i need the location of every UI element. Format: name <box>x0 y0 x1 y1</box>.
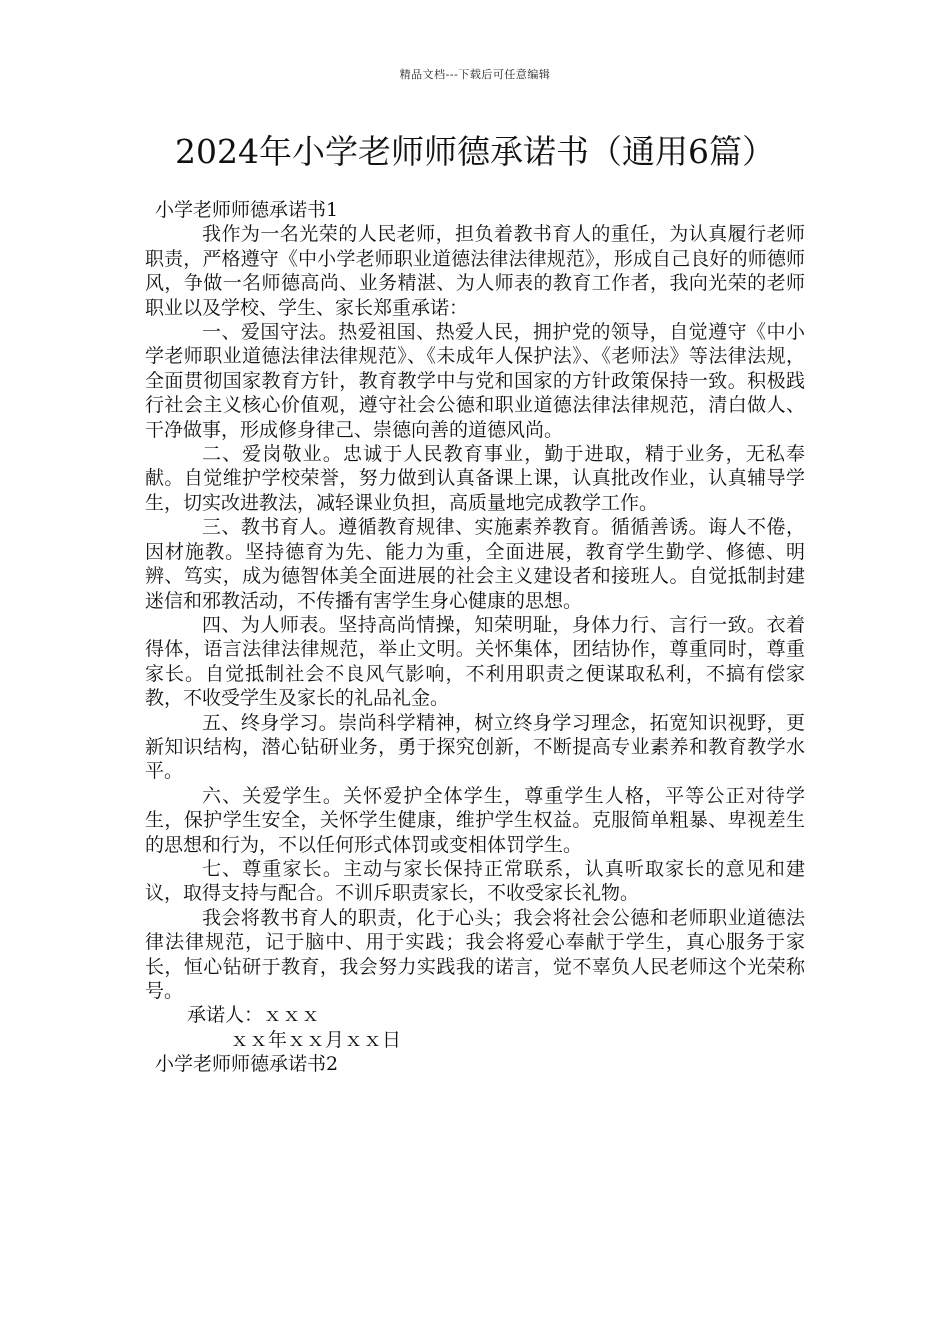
document-title: 2024年小学老师师德承诺书（通用6篇） <box>175 132 775 171</box>
section-heading-2: 小学老师师德承诺书2 <box>155 1053 339 1076</box>
document-body <box>145 198 805 1077</box>
closing-paragraph: 我会将教书育人的职责，化于心头；我会将社会公德和老师职业道德法律法律规范，记于脑中、用于实践；我会将爱心奉献于学生，真心服务于家长，恒心钻研于教育，我会努力实践我的诺言，觉不辜负人民老师这个光荣称号。 <box>145 906 805 1002</box>
date-line: ｘｘ年ｘｘ月ｘｘ日 <box>230 1028 402 1051</box>
signer-line: 承诺人：ｘｘｘ <box>187 1004 321 1027</box>
page-header: 精品文档---下载后可任意编辑 <box>399 68 551 81</box>
pledge-item-2: 二、爱岗敬业。忠诚于人民教育事业，勤于进取，精于业务，无私奉献。自觉维护学校荣誉，努力做到认真备课上课，认真批改作业，认真辅导学生，切实改进教法，减轻课业负担，高质量地完成教学工作。 <box>145 443 805 514</box>
intro-paragraph: 我作为一名光荣的人民老师，担负着教书育人的重任，为认真履行老师职责，严格遵守《中小学老师职业道德法律法律规范》，形成自己良好的师德师风，争做一名师德高尚、业务精湛、为人师表的教育工作者，我向光荣的老师职业以及学校、学生、家长郑重承诺： <box>145 223 805 319</box>
pledge-item-7: 七、尊重家长。主动与家长保持正常联系，认真听取家长的意见和建议，取得支持与配合。不训斥职责家长，不收受家长礼物。 <box>145 857 805 905</box>
pledge-item-1: 一、爱国守法。热爱祖国、热爱人民，拥护党的领导，自觉遵守《中小学老师职业道德法律法律规范》、《未成年人保护法》、《老师法》等法律法规，全面贯彻国家教育方针，教育教学中与党和国家的方针政策保持一致。积极践行社会主义核心价值观，遵守社会公德和职业道德法律法律规范，清白做人、干净做事，形成修身律己、崇德向善的道德风尚。 <box>145 321 805 441</box>
pledge-item-6: 六、关爱学生。关怀爱护全体学生，尊重学生人格，平等公正对待学生，保护学生安全，关怀学生健康，维护学生权益。克服简单粗暴、卑视差生的思想和行为，不以任何形式体罚或变相体罚学生。 <box>145 784 805 856</box>
pledge-item-4: 四、为人师表。坚持高尚情操，知荣明耻，身体力行、言行一致。衣着得体，语言法律法律规范，举止文明。关怀集体，团结协作，尊重同时，尊重家长。自觉抵制社会不良风气影响，不利用职责之便谋取私利，不搞有偿家教，不收受学生及家长的礼品礼金。 <box>145 613 805 710</box>
section-heading-1: 小学老师师德承诺书1 <box>155 199 339 221</box>
pledge-item-3: 三、教书育人。遵循教育规律、实施素养教育。循循善诱。诲人不倦，因材施教。坚持德育为先、能力为重，全面进展，教育学生勤学、修德、明辨、笃实，成为德智体美全面进展的社会主义建设者和接班人。自觉抵制封建迷信和邪教活动，不传播有害学生身心健康的思想。 <box>145 516 805 612</box>
pledge-item-5: 五、终身学习。崇尚科学精神，树立终身学习理念，拓宽知识视野，更新知识结构，潜心钻研业务，勇于探究创新，不断提高专业素养和教育教学水平。 <box>145 711 805 783</box>
